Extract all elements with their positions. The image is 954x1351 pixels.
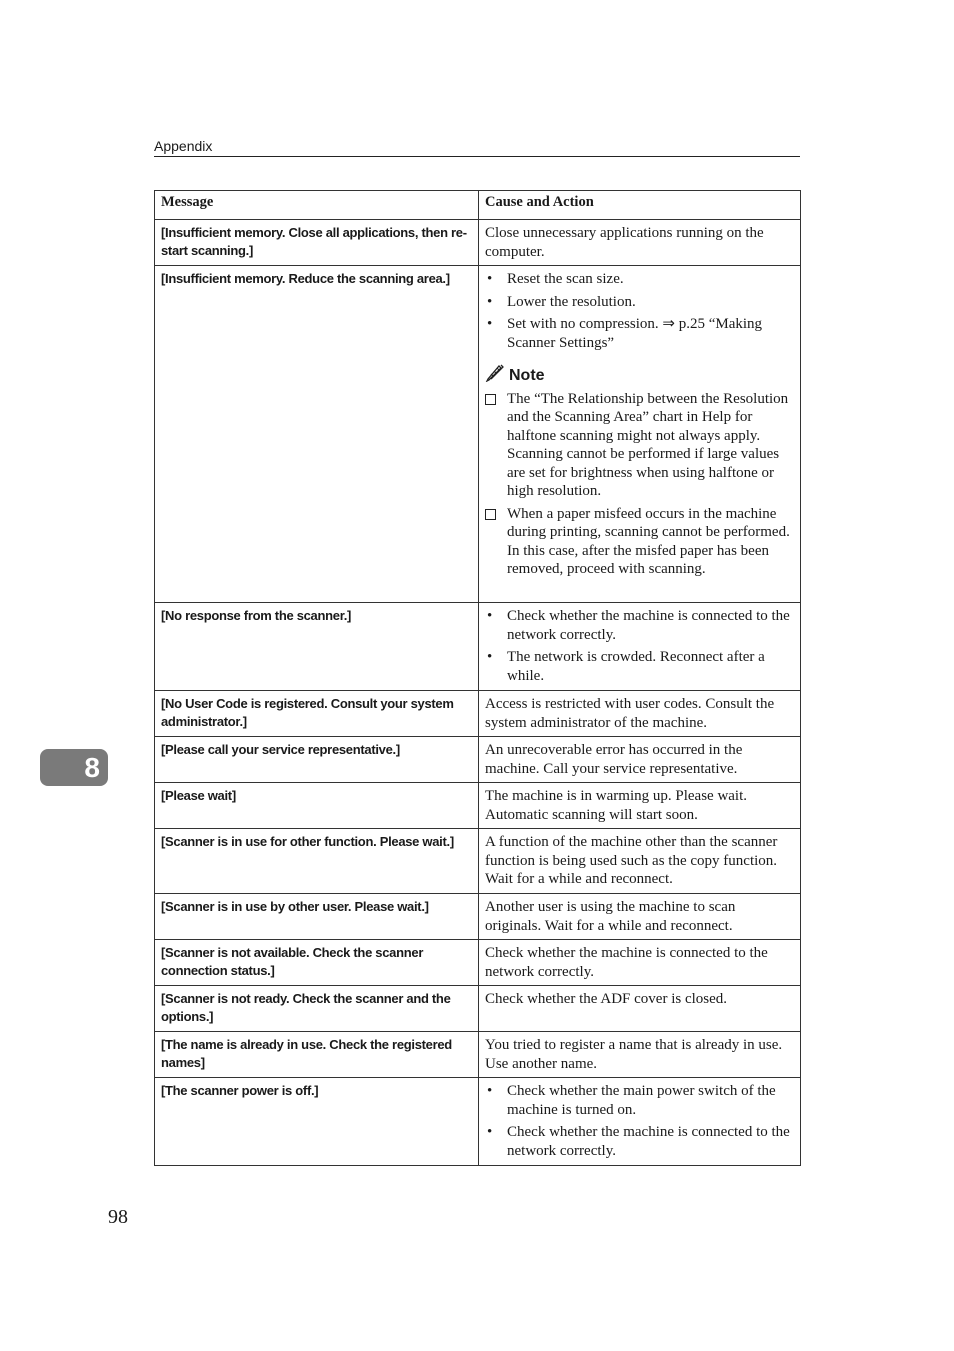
message-cell: [No response from the scanner.] — [155, 603, 479, 691]
message-cell: [Please wait] — [155, 783, 479, 829]
message-cell: [Scanner is not ready. Check the scanner and the options.] — [155, 986, 479, 1032]
cause-cell: An unrecoverable error has occurred in the machine. Call your service representative. — [479, 737, 801, 783]
cause-cell: Access is restricted with user codes. Consult the system administrator of the machine. — [479, 691, 801, 737]
running-header: Appendix — [154, 138, 800, 157]
note-title: Note — [509, 366, 545, 384]
table-row — [155, 737, 801, 783]
message-cell: [No User Code is registered. Consult your system administrator.] — [155, 691, 479, 737]
cause-cell: Check whether the ADF cover is closed. — [479, 986, 801, 1032]
note-heading — [485, 364, 794, 388]
message-cell: [The scanner power is off.] — [155, 1078, 479, 1166]
message-cell: [The name is already in use. Check the registered names] — [155, 1032, 479, 1078]
message-cell: [Scanner is in use by other user. Please wait.] — [155, 894, 479, 940]
cause-cell: A function of the machine other than the scanner function is being used such as the copy function. Wait for a while and reconnect. — [479, 829, 801, 894]
table-row — [155, 266, 801, 603]
message-cell: [Scanner is not available. Check the scanner connection status.] — [155, 940, 479, 986]
table-row — [155, 691, 801, 737]
message-cell: [Please call your service representative.] — [155, 737, 479, 783]
cause-cell — [479, 603, 801, 691]
table-row — [155, 940, 801, 986]
cause-cell: Check whether the machine is connected to the network correctly. — [479, 940, 801, 986]
table-row — [155, 783, 801, 829]
chapter-tab: 8 — [40, 749, 108, 786]
table-row — [155, 1032, 801, 1078]
table-row — [155, 894, 801, 940]
page-number: 98 — [108, 1206, 128, 1228]
cause-cell: The machine is in warming up. Please wait. Automatic scanning will start soon. — [479, 783, 801, 829]
checkbox-square-icon — [485, 509, 496, 520]
bullet-list — [485, 270, 794, 352]
cause-cell: Close unnecessary applications running on the computer. — [479, 220, 801, 266]
list-item: • Check whether the machine is connected to the network correctly. — [485, 1123, 794, 1160]
column-header-message: Message — [155, 191, 479, 220]
list-item: • Check whether the main power switch of the machine is turned on. — [485, 1082, 794, 1119]
note-text: The “The Relationship between the Resolution and the Scanning Area” chart in Help for halftone scanning might not always apply. Scanning cannot be performed if large values are set for brightness when using halftone or high resolution. — [507, 390, 789, 499]
pencil-icon — [485, 364, 505, 388]
message-cell: [Insufficient memory. Reduce the scanning area.] — [155, 266, 479, 603]
table-row — [155, 1078, 801, 1166]
cause-cell — [479, 266, 801, 603]
cause-cell: You tried to register a name that is already in use. Use another name. — [479, 1032, 801, 1078]
list-item: • Set with no compression. ⇒ p.25 “Making Scanner Settings” — [485, 315, 794, 352]
table-row — [155, 986, 801, 1032]
message-cell: [Insufficient memory. Close all applications, then re-start scanning.] — [155, 220, 479, 266]
column-header-cause: Cause and Action — [479, 191, 801, 220]
list-item: • Reset the scan size. — [485, 270, 794, 289]
checkbox-square-icon — [485, 394, 496, 405]
message-cell: [Scanner is in use for other function. Please wait.] — [155, 829, 479, 894]
note-list — [485, 390, 794, 579]
note-text: When a paper misfeed occurs in the machine during printing, scanning cannot be performed. In this case, after the misfed paper has been removed, proceed with scanning. — [507, 505, 790, 577]
bullet-list — [485, 607, 794, 685]
list-item — [485, 505, 794, 579]
cause-cell — [479, 1078, 801, 1166]
table-row — [155, 220, 801, 266]
list-item: • Lower the resolution. — [485, 293, 794, 312]
error-message-table — [154, 190, 801, 1166]
table-row — [155, 603, 801, 691]
cause-cell: Another user is using the machine to scan originals. Wait for a while and reconnect. — [479, 894, 801, 940]
list-item — [485, 390, 794, 501]
table-header-row — [155, 191, 801, 220]
list-item: • Check whether the machine is connected to the network correctly. — [485, 607, 794, 644]
list-item: • The network is crowded. Reconnect after a while. — [485, 648, 794, 685]
bullet-list — [485, 1082, 794, 1160]
table-row — [155, 829, 801, 894]
